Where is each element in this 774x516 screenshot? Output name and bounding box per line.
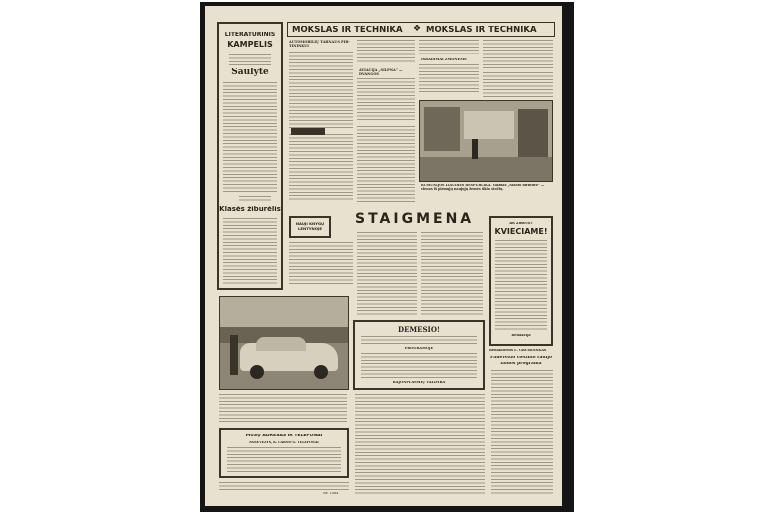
address-title: MŪSŲ ADRESAS IR TELEFONAI	[245, 434, 323, 438]
header-title-left: MOKSLAS IR TECHNIKA	[292, 26, 403, 35]
header-band	[287, 22, 555, 37]
literary-corner-title-line1: LITERATŪRINIS	[224, 32, 276, 38]
poem-author-1	[239, 196, 271, 202]
books-box	[289, 216, 331, 238]
car-photo-person	[230, 335, 238, 375]
article-auto-heading: AUTOMOBILIŲ TARNAUS PIR-TININKUI	[289, 40, 350, 49]
car-wheel-front	[250, 365, 264, 379]
invite-label: Redakcija	[511, 334, 531, 337]
car-photo	[219, 296, 349, 390]
notice-program-label: PROGRAMOJE	[404, 347, 434, 350]
invite-box	[489, 216, 553, 346]
editor-line: Redaktorius L. GRUBINSKAS	[489, 349, 547, 352]
car-roof	[256, 337, 306, 351]
photo-worker	[472, 139, 478, 159]
program-title-line1: Panevėžio vietinio radijo	[490, 356, 552, 360]
books-heading: NAUJI KNYGŲ LENTYNOJE	[295, 222, 325, 231]
notice-footer: RAJONPLASMIŲ VALDYBA	[392, 381, 446, 384]
article-middle-left-text	[289, 134, 353, 202]
article-aviation-text	[357, 78, 415, 122]
photo-machine-left	[424, 107, 460, 151]
photo-caption: RUMUNIJOS LIAUDIES RESPUBLIKA. Vaizdas „Staržo dirbtuvė“ — vienos iš pirmųjų naujųjų žemės ūkio stočių.	[421, 184, 545, 191]
page-number: Nr. 1584	[323, 492, 339, 495]
poem-text-1	[223, 82, 277, 192]
invite-title: KVIEČIAME!	[494, 228, 548, 236]
article-center-text-top	[419, 40, 479, 54]
poem-title-saulyte: Saulytė	[231, 68, 269, 77]
program-title-line2: laidos programa	[500, 362, 542, 366]
literary-corner-box	[217, 22, 283, 290]
notice-box	[353, 320, 485, 390]
article-middle-center-text	[357, 126, 415, 202]
article-inventions-text	[419, 64, 479, 94]
staigmena-text-col1	[357, 232, 417, 316]
poem-title-klases-ziburelis: Klasės žiburėlis	[219, 206, 281, 213]
books-text	[289, 242, 353, 286]
notice-title: DĖMESIO!	[398, 326, 440, 333]
poem-text-2	[223, 218, 277, 284]
photo-window	[464, 111, 514, 139]
address-box	[219, 428, 349, 478]
notice-intro	[361, 336, 477, 345]
article-label-block	[291, 128, 325, 135]
article-auto-text	[289, 52, 353, 130]
article-aviation-text-top	[357, 40, 415, 64]
program-text	[491, 370, 553, 494]
notice-program-text	[361, 353, 477, 379]
article-right-text-2	[483, 72, 553, 98]
main-heading-staigmena: STAIGMENA	[355, 212, 475, 226]
address-subtitle: PANEVĖŽYS, K. ČARNO G. TELEFONAI	[249, 441, 319, 444]
newspaper-page	[205, 6, 562, 506]
article-right-text-top	[483, 40, 553, 68]
car-photo-caption-text	[219, 394, 347, 424]
car-wheel-rear	[314, 365, 328, 379]
literary-corner-title-line2: KAMPELIS	[227, 41, 273, 49]
author-lines	[229, 54, 271, 66]
invite-question: AR ŽINOTE?	[509, 222, 533, 225]
lower-center-article	[355, 394, 485, 494]
photo-machine-right	[518, 109, 548, 157]
article-aviation-heading: AVIACIJA „SILPNA“ — DVANGOS	[359, 68, 403, 77]
photo-floor	[420, 157, 552, 181]
article-inventions-heading: ISRADIMAI ŽMONĖMS	[421, 58, 467, 61]
footer-text-left	[219, 482, 349, 490]
industrial-photo	[419, 100, 553, 182]
address-text	[227, 447, 341, 473]
header-ornament: ❖	[413, 25, 422, 34]
invite-text	[495, 240, 547, 330]
header-title-right: MOKSLAS IR TECHNIKA	[426, 26, 537, 35]
staigmena-text-col2	[421, 232, 483, 316]
